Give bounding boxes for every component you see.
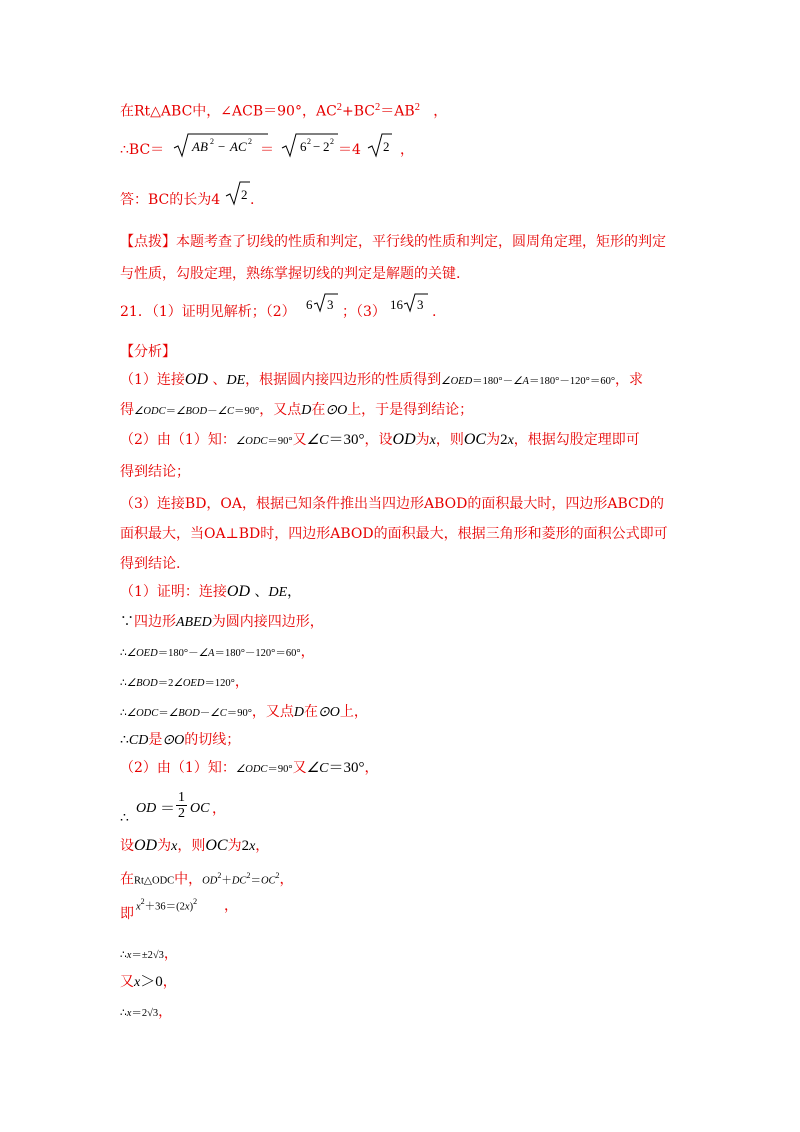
line-10: （2）由（1）知：∠ODC＝90°又∠C＝30°，设OD为x，则OC为2x，根据勾股定理即可 [120,431,640,448]
line-14: 得到结论. [120,556,181,572]
sqrt-2-answer [224,180,250,208]
svg-text:−: − [313,139,321,154]
line-18: ∴∠BOD＝2∠OED＝120°， [120,674,249,690]
line-26: ∴x＝±2√3， [120,946,178,962]
line-9: 得∠ODC＝∠BOD－∠C＝90°，又点D在⊙O上，于是得到结论； [120,402,474,418]
line-16: ∵四边形ABED为圆内接四边形， [120,614,324,630]
line-20: ∴CD是⊙O的切线； [120,732,241,748]
six-sqrt3 [306,292,340,316]
line-24: 在Rt△ODC中，$OD^2+DC^2=OC^2$， [120,871,294,888]
sqrt-ab-ac [172,132,268,160]
svg-text:2: 2 [383,139,390,154]
line-27: 又x＞0， [120,974,177,990]
svg-text:2: 2 [210,137,214,146]
line-17: ∴∠OED＝180°－∠A＝180°－120°＝60°， [120,644,315,660]
sqrt-2 [366,132,392,160]
svg-text:16: 16 [390,297,403,312]
sixteen-sqrt3 [390,292,430,316]
line-7: 【分析】 [120,344,176,360]
line-13: 面积最大，当OA⊥BD时，四边形ABOD的面积最大，根据三角形和菱形的面积公式即可 [120,526,668,542]
svg-text:2: 2 [248,137,252,146]
svg-text:AB: AB [192,139,208,154]
line-12: （3）连接BD，OA，根据已知条件推出当四边形ABOD的面积最大时，四边形ABCD的 [120,496,664,512]
line-8: （1）连接OD 、DE，根据圆内接四边形的性质得到∠OED＝180°－∠A＝180°－120°＝60°，求 [120,371,644,388]
svg-text:6: 6 [306,297,313,312]
line-23: 设OD为x，则OC为2x， [120,837,270,854]
svg-text:2: 2 [330,137,334,146]
svg-text:−: − [218,139,226,154]
svg-text:2: 2 [307,137,311,146]
line-5: 与性质，勾股定理，熟练掌握切线的判定是解题的关键. [120,266,461,282]
svg-text:6: 6 [300,139,307,154]
line-28: ∴x＝2√3， [120,1004,173,1020]
svg-text:3: 3 [417,297,424,312]
sqrt-6-2 [280,132,340,160]
svg-text:2: 2 [323,139,330,154]
line-15: （1）证明：连接OD 、DE， [120,583,302,600]
line-11: 得到结论； [120,464,190,480]
line-4: 【点拨】本题考查了切线的性质和判定，平行线的性质和判定，圆周角定理，矩形的判定 [120,234,666,250]
svg-text:3: 3 [327,297,334,312]
svg-text:AC: AC [230,139,247,154]
line-21: （2）由（1）知：∠ODC＝90°又∠C＝30°， [120,760,379,776]
line-19: ∴∠ODC＝∠BOD－∠C＝90°，又点D在⊙O上， [120,704,368,720]
line-1: 在Rt△ABC中，∠ACB＝90°，$AC^2+BC^2=AB^2$ ， [120,102,448,120]
svg-text:2: 2 [241,187,248,202]
